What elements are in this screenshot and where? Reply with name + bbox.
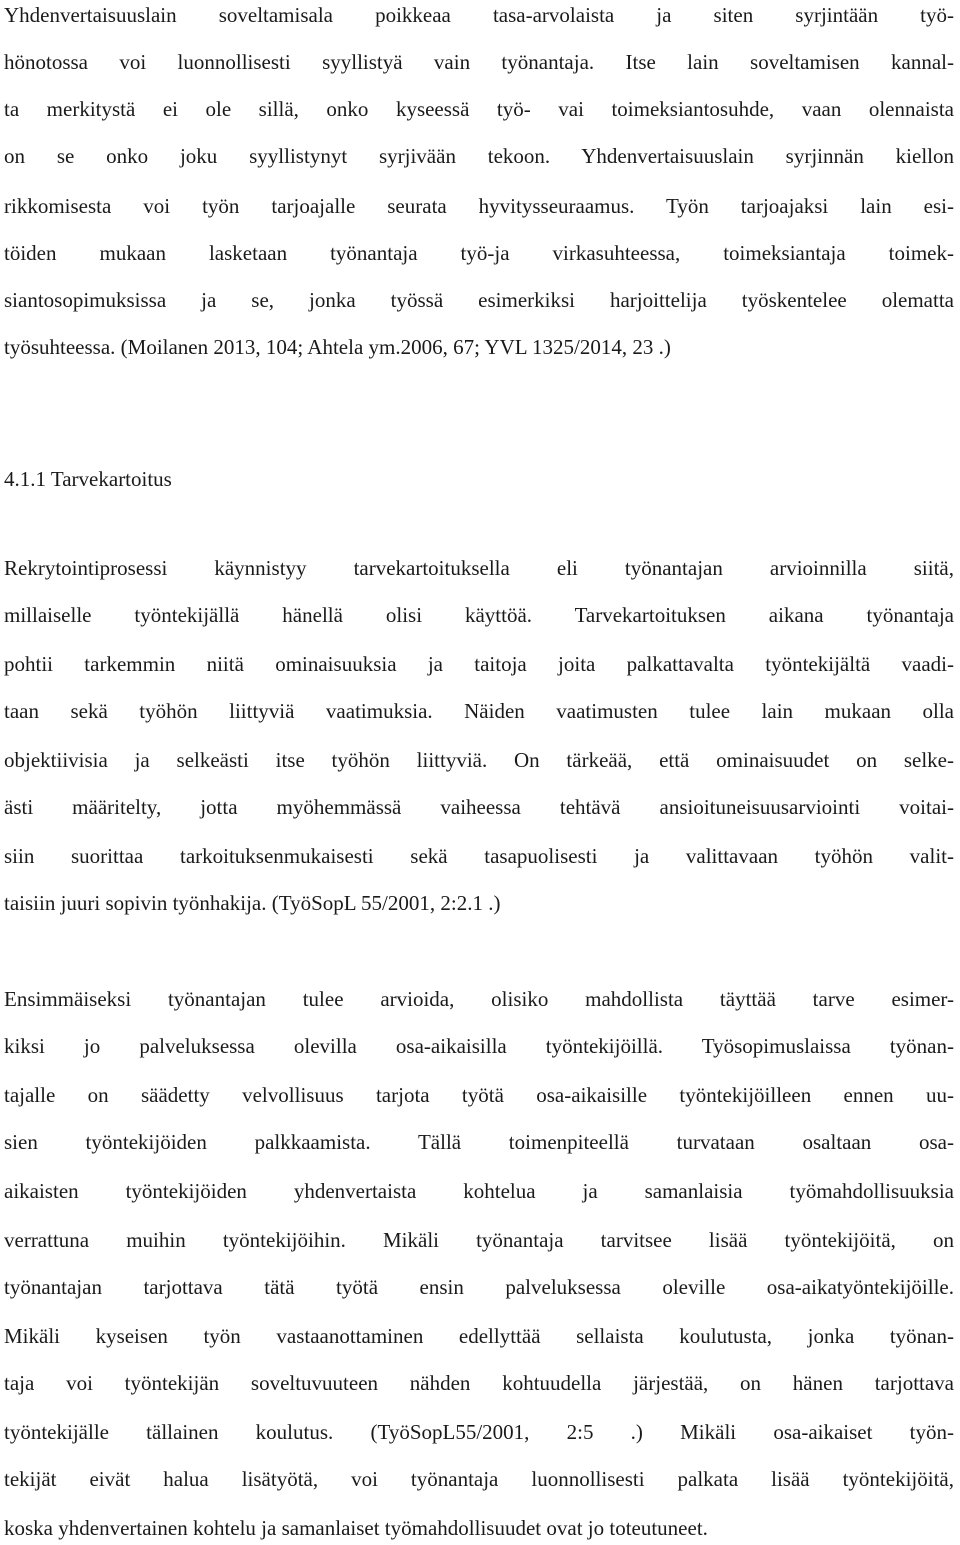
paragraph-line: Ensimmäiseksi työnantajan tulee arvioida, olisiko mahdollista täyttää tarve esimer- <box>4 987 954 1011</box>
paragraph-line: Mikäli kyseisen työn vastaanottaminen edellyttää sellaista koulutusta, jonka työnan- <box>4 1324 954 1348</box>
paragraph-line: verrattuna muihin työntekijöihin. Mikäli työnantaja tarvitsee lisää työntekijöitä, on <box>4 1228 954 1252</box>
paragraph-line: ästi määritelty, jotta myöhemmässä vaiheessa tehtävä ansioituneisuusarviointi voitai- <box>4 795 954 819</box>
paragraph-line: siantosopimuksissa ja se, jonka työssä esimerkiksi harjoittelija työskentelee olematta <box>4 288 954 312</box>
paragraph-line: taja voi työntekijän soveltuvuuteen nähden kohtuudella järjestää, on hänen tarjottava <box>4 1371 954 1395</box>
paragraph-line: Yhdenvertaisuuslain soveltamisala poikkeaa tasa-arvolaista ja siten syrjintään työ- <box>4 3 954 27</box>
paragraph-line: töiden mukaan lasketaan työnantaja työ-ja virkasuhteessa, toimeksiantaja toimek- <box>4 241 954 265</box>
paragraph-line: tekijät eivät halua lisätyötä, voi työnantaja luonnollisesti palkata lisää työntekijöitä, <box>4 1467 954 1491</box>
section-heading: 4.1.1 Tarvekartoitus <box>4 467 172 491</box>
paragraph-line: on se onko joku syyllistynyt syrjivään tekoon. Yhdenvertaisuuslain syrjinnän kiellon <box>4 144 954 168</box>
paragraph-line: pohtii tarkemmin niitä ominaisuuksia ja taitoja joita palkattavalta työntekijältä vaadi- <box>4 652 954 676</box>
paragraph-line: Rekrytointiprosessi käynnistyy tarvekartoituksella eli työnantajan arvioinnilla siitä, <box>4 556 954 580</box>
paragraph-line: koska yhdenvertainen kohtelu ja samanlaiset työmahdollisuudet ovat jo toteutuneet. <box>4 1516 708 1540</box>
paragraph-line: aikaisten työntekijöiden yhdenvertaista kohtelua ja samanlaisia työmahdollisuuksia <box>4 1179 954 1203</box>
paragraph-line: siin suorittaa tarkoituksenmukaisesti sekä tasapuolisesti ja valittavaan työhön valit- <box>4 844 954 868</box>
paragraph-line: millaiselle työntekijällä hänellä olisi käyttöä. Tarvekartoituksen aikana työnantaja <box>4 603 954 627</box>
paragraph-line: kiksi jo palveluksessa olevilla osa-aikaisilla työntekijöillä. Työsopimuslaissa työnan- <box>4 1034 954 1058</box>
paragraph-line: rikkomisesta voi työn tarjoajalle seurata hyvitysseuraamus. Työn tarjoajaksi lain esi- <box>4 194 954 218</box>
paragraph-line: sien työntekijöiden palkkaamista. Tällä toimenpiteellä turvataan osaltaan osa- <box>4 1130 954 1154</box>
paragraph-line: työnantajan tarjottava tätä työtä ensin palveluksessa oleville osa-aikatyöntekijöille. <box>4 1275 954 1299</box>
paragraph-line: hönotossa voi luonnollisesti syyllistyä vain työnantaja. Itse lain soveltamisen kannal- <box>4 50 954 74</box>
paragraph-line: taisiin juuri sopivin työnhakija. (TyöSopL 55/2001, 2:2.1 .) <box>4 891 501 915</box>
paragraph-line: objektiivisia ja selkeästi itse työhön liittyviä. On tärkeää, että ominaisuudet on selke- <box>4 748 954 772</box>
paragraph-line: ta merkitystä ei ole sillä, onko kyseessä työ- vai toimeksiantosuhde, vaan olennaista <box>4 97 954 121</box>
paragraph-line: tajalle on säädetty velvollisuus tarjota työtä osa-aikaisille työntekijöilleen ennen uu- <box>4 1083 954 1107</box>
paragraph-line: työntekijälle tällainen koulutus. (TyöSopL55/2001, 2:5 .) Mikäli osa-aikaiset työn- <box>4 1420 954 1444</box>
paragraph-line: taan sekä työhön liittyviä vaatimuksia. Näiden vaatimusten tulee lain mukaan olla <box>4 699 954 723</box>
paragraph-line: työsuhteessa. (Moilanen 2013, 104; Ahtela ym.2006, 67; YVL 1325/2014, 23 .) <box>4 335 671 359</box>
